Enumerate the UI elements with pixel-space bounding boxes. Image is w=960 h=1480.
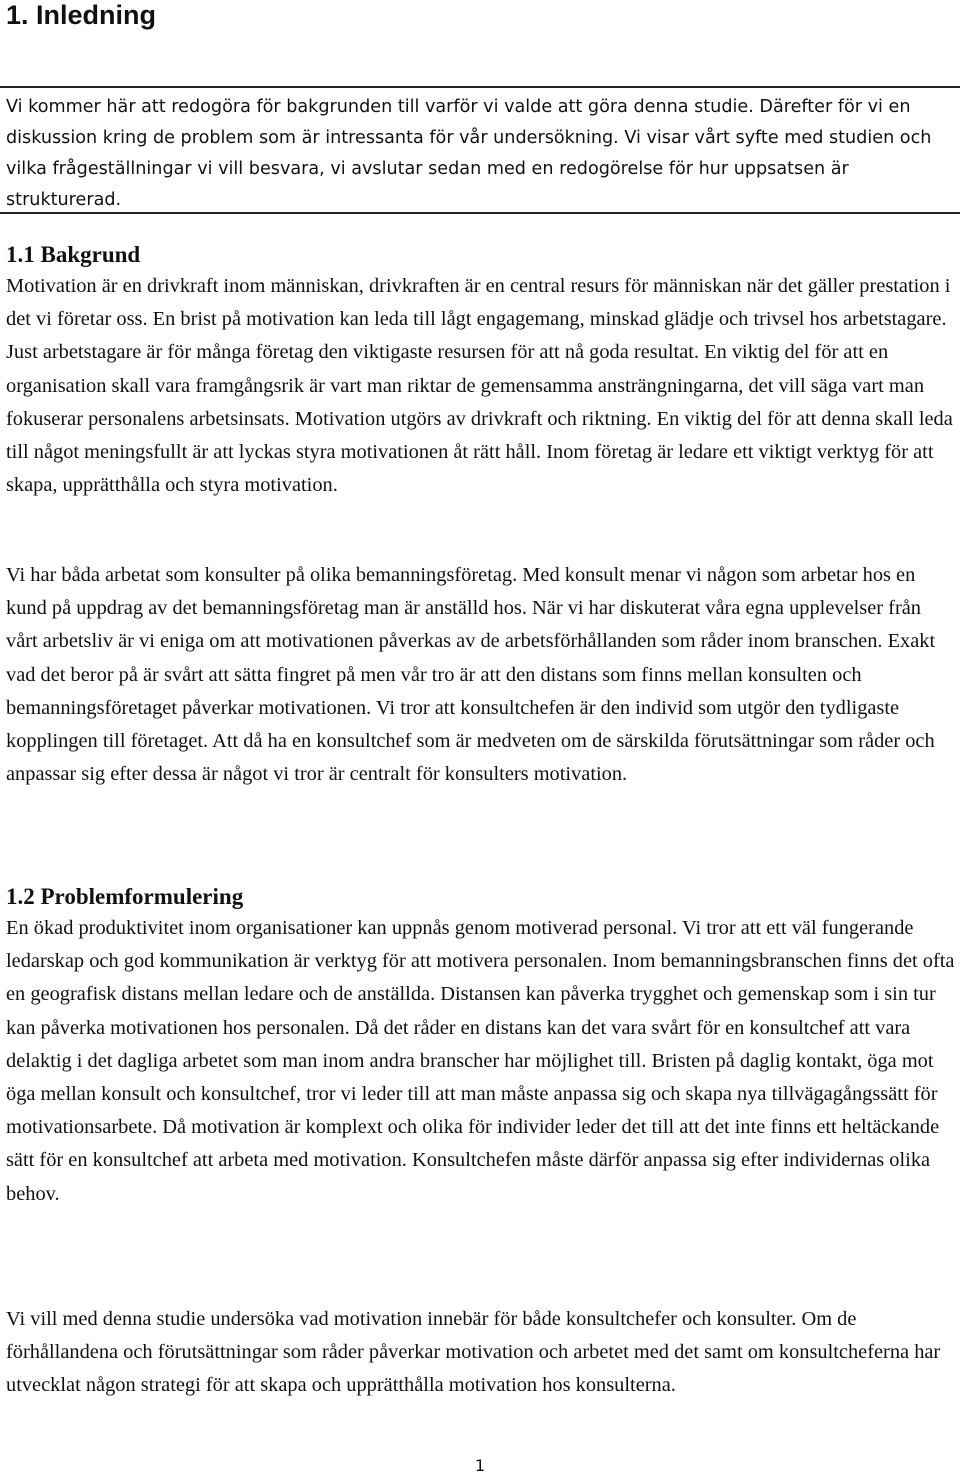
section-heading: 1.2 Problemformulering bbox=[6, 884, 244, 909]
chapter-intro-box bbox=[0, 86, 960, 214]
paragraph: Vi har båda arbetat som konsulter på olika bemanningsföretag. Med konsult menar vi någon som arbetar hos en kund på uppdrag av det bemanningsföretag man är anställd hos. När vi har diskuterat våra egna upplevelser från vårt arbetsliv är vi eniga om att motivationen påverkas av de arbetsförhållanden som råder inom branschen. Exakt vad det beror på är svårt att sätta fingret på men vår tro är att den distans som finns mellan konsulten och bemanningsföretaget påverkar motivationen. Vi tror att konsultchefen är den individ som utgör den tydligaste kopplingen till företaget. Att då ha en konsultchef som är medveten om de särskilda förutsättningar som råder och anpassar sig efter dessa är något vi tror är centralt för konsulters motivation. bbox=[6, 564, 936, 786]
paragraph: En ökad produktivitet inom organisationer kan uppnås genom motiverad personal. Vi tror att ett väl fungerande ledarskap och god kommunikation är verktyg för att motivera personalen. Inom bemanningsbranschen finns det ofta en geografisk distans mellan ledare och de anställda. Distansen kan påverka trygghet och gemenskap som i sin tur kan påverka motivationen hos personalen. Då det råder en distans kan det vara svårt för en konsultchef att vara delaktig i det dagliga arbetet som man inom andra branscher har möjlighet till. Bristen på daglig kontakt, öga mot öga mellan konsult och konsultchef, tror vi leder till att man måste anpassa sig och skapa nya tillvägagångssätt för motivationsarbete. Då motivation är komplext och olika för individer leder det till att det inte finns ett heltäckande sätt för en konsultchef att arbeta med motivation. Konsultchefen måste därför anpassa sig efter individernas olika behov. bbox=[6, 917, 955, 1205]
section-problemformulering bbox=[6, 882, 956, 1211]
paragraph: Vi vill med denna studie undersöka vad motivation innebär för både konsultchefer och konsulter. Om de förhållandena och förutsättningar som råder påverkar motivation och arbetet med det samt om konsultcheferna har utvecklat någon strategi för att skapa och upprätthålla motivation hos konsulterna. bbox=[6, 1308, 941, 1397]
section-problemformulering-paragraph-2 bbox=[6, 1303, 956, 1403]
section-heading: 1.1 Bakgrund bbox=[6, 242, 141, 267]
page-number: 1 bbox=[474, 1456, 486, 1475]
chapter-title: 1. Inledning bbox=[6, 0, 157, 30]
chapter-intro-text: Vi kommer här att redogöra för bakgrunden till varför vi valde att göra denna studie. Därefter för vi en diskussion kring de problem som är intressanta för vår undersökning. Vi visar vårt syfte med studien och vilka frågeställningar vi vill besvara, vi avslutar sedan med en redogörelse för hur uppsatsen är strukturerad. bbox=[6, 97, 932, 210]
section-bakgrund bbox=[6, 240, 956, 502]
section-bakgrund-paragraph-2 bbox=[6, 559, 956, 791]
paragraph: Motivation är en drivkraft inom människan, drivkraften är en central resurs för människan när det gäller prestation i det vi företar oss. En brist på motivation kan leda till lågt engagemang, minskad glädje och trivsel hos arbetstagare. Just arbetstagare är för många företag den viktigaste resursen för att nå goda resultat. En viktig del för att en organisation skall vara framgångsrik är vart man riktar de gemensamma ansträngningarna, det vill säga vart man fokuserar personalens arbetsinsats. Motivation utgörs av drivkraft och riktning. En viktig del för att denna skall leda till något meningsfullt är att lyckas styra motivationen åt rätt håll. Inom företag är ledare ett viktigt verktyg för att skapa, upprätthålla och styra motivation. bbox=[6, 275, 953, 497]
